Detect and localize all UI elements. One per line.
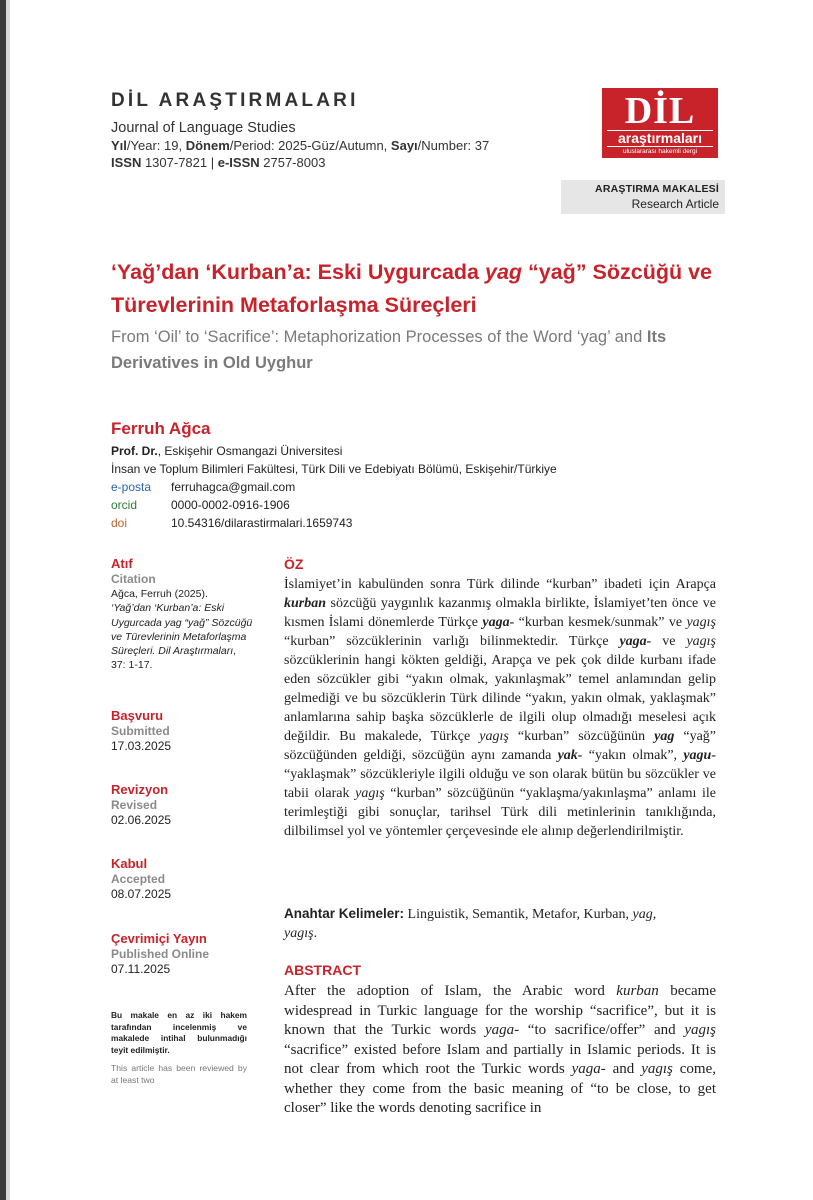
title-part1: ‘Yağ’dan ‘Kurban’a: Eski Uygurcada (111, 260, 485, 284)
oz-s3d: “yağ” sözcüğünden geldiği, sözcüğün aynı zamanda (284, 729, 716, 763)
journal-header (111, 90, 571, 170)
oz-s3i: yagış (355, 786, 385, 801)
oz-heading: ÖZ (284, 556, 304, 572)
article-type-tr: ARAŞTIRMA MAKALESİ (595, 183, 719, 195)
doi-label: doi (111, 516, 128, 530)
abs-a3: became widespread in Turkic language for the worship “sacrifice”, but it is known that the Turkic words (284, 983, 716, 1038)
abstract-text (284, 982, 716, 1119)
accepted-heading: Kabul (111, 856, 148, 871)
article-type-en: Research Article (631, 197, 719, 211)
oz-s2a: yaga- (619, 634, 652, 649)
logo-mid-text: araştırmaları (607, 130, 713, 147)
author-university: , Eskişehir Osmangazi Üniversitesi (157, 444, 343, 458)
oz-text (284, 575, 716, 841)
oz-s1b: kurban (284, 596, 327, 611)
keywords (284, 904, 716, 943)
oz-s3f: “yakın olmak”, (582, 748, 684, 763)
abs-a1: After the adoption of Islam, the Arabic word (284, 983, 617, 999)
submitted-date: 17.03.2025 (111, 739, 172, 753)
journal-subtitle: Journal of Language Studies (111, 120, 296, 136)
online-heading: Çevrimiçi Yayın (111, 931, 207, 946)
citation-text (111, 587, 253, 673)
article-title (111, 256, 731, 322)
revised-heading: Revizyon (111, 782, 169, 797)
oz-s1d: yaga- (482, 615, 515, 630)
abs-a5: “to sacrifice/offer” and (519, 1022, 685, 1038)
orcid-row (111, 498, 611, 512)
oz-s2b: ve (651, 634, 687, 649)
oz-s1e: “kurban kesmek/sunmak” ve (514, 615, 687, 630)
abs-a9: and (605, 1061, 642, 1077)
email-label: e-posta (111, 480, 152, 494)
citation-author: Ağca, Ferruh (2025). (111, 588, 208, 600)
period-value: /Period: 2025-Güz/Autumn, (229, 138, 391, 153)
oz-s2d: sözcüklerinin hangi kökten geldiği, Arapça ve pek çok dilde kurbanı ifade eden sözcükler gibi “yakın olmak, yakınlaşmak” temel anlamından gelip gelmediği ve bu sözcüklerin Türk dilinde “yakın, yakın olmak, yaklaşmak” anlamlarına sahip başka sözcüklerle de ilgili olup olmadığı meselesi açık değildir. Bu makalede, Türkçe (284, 653, 716, 744)
journal-issn-line (111, 155, 571, 170)
oz-s3h: “yaklaşmak” sözcükleriyle ilgili olduğu ve son olarak bütün bu sözcükler ve tabii olarak (284, 767, 716, 801)
abs-a2: kurban (616, 983, 659, 999)
keywords-end: . (313, 926, 318, 941)
title-part2: “yağ” Sözcüğü ve Türevlerinin Metaforlaşma Süreçleri (111, 260, 713, 317)
oz-s2c: yagış (686, 634, 716, 649)
abstract-heading: ABSTRACT (284, 962, 361, 978)
issn-label: ISSN (111, 155, 142, 170)
yil-label: Yıl (111, 138, 127, 153)
accepted-date: 08.07.2025 (111, 887, 172, 901)
title-italic: yag (484, 260, 523, 284)
number-value: /Number: 37 (417, 138, 490, 153)
year-value: /Year: 19, (126, 138, 186, 153)
oz-s1f: yagış (686, 615, 716, 630)
subtitle-bold: Its Derivatives in Old Uyghur (111, 328, 667, 372)
abs-a8: yaga- (571, 1061, 606, 1077)
journal-name: DİL ARAŞTIRMALARI (111, 90, 359, 111)
keyword-yagis: yagış (284, 926, 314, 941)
issn-value: 1307-7821 | (141, 155, 218, 170)
subtitle-text: From ‘Oil’ to ‘Sacrifice’: Metaphorization Processes of the Word ‘yag’ and (111, 328, 647, 346)
sayi-label: Sayı (390, 138, 418, 153)
oz-s1a: İslamiyet’in kabulünden sonra Türk dilinde “kurban” ibadeti için Arapça (284, 577, 716, 592)
abs-a4: yaga- (484, 1022, 520, 1038)
author-faculty: İnsan ve Toplum Bilimleri Fakültesi, Türk Dili ve Edebiyatı Bölümü, Eskişehir/Türkiye (111, 462, 557, 476)
keywords-label: Anahtar Kelimeler: (284, 906, 405, 921)
online-block (111, 931, 251, 976)
submitted-block (111, 708, 251, 753)
abs-a11: come, whether they come from the basic meaning of “to be close, to get closer” like the words denoting sacrifice in (284, 1061, 716, 1116)
oz-s3e: yak- (557, 748, 583, 763)
citation-block (111, 556, 251, 673)
orcid-link[interactable]: 0000-0002-0916-1906 (171, 498, 290, 512)
abs-a10: yagış (641, 1061, 673, 1077)
logo-big-text: DİL (624, 90, 696, 132)
oz-s3b: “kurban” sözcüğünün (508, 729, 655, 744)
email-row (111, 480, 611, 494)
keyword-yag: yag, (632, 907, 657, 922)
orcid-label: orcid (111, 498, 138, 512)
oz-s3a: yagış (479, 729, 509, 744)
submitted-heading-en: Submitted (111, 724, 170, 738)
article-type-box (561, 180, 725, 214)
oz-s3g: yagu- (683, 748, 716, 763)
doi-row (111, 516, 611, 530)
revised-block (111, 782, 251, 827)
oz-s1c: sözcüğü yaygınlık kazanmış olmakla birlikte, İslamiyet’ten önce ve kısmen İslami dönemlerde Türkçe (284, 596, 716, 630)
eissn-label: e-ISSN (217, 155, 260, 170)
citation-heading-en: Citation (111, 572, 156, 586)
journal-logo (602, 88, 718, 158)
pdf-page (10, 0, 813, 1200)
keywords-list: Linguistik, Semantik, Metafor, Kurban, (404, 907, 633, 922)
oz-s1g: “kurban” sözcüklerinin varlığı bilinmektedir. Türkçe (284, 634, 620, 649)
online-heading-en: Published Online (111, 947, 210, 961)
oz-s3c: yag (654, 729, 675, 744)
accepted-block (111, 856, 251, 901)
article-subtitle (111, 324, 731, 376)
accepted-heading-en: Accepted (111, 872, 166, 886)
donem-label: Dönem (185, 138, 230, 153)
email-link[interactable]: ferruhagca@gmail.com (171, 480, 296, 494)
revised-date: 02.06.2025 (111, 813, 172, 827)
doi-link[interactable]: 10.54316/dilarastirmalari.1659743 (171, 516, 353, 530)
eissn-value: 2757-8003 (259, 155, 326, 170)
author-title: Prof. Dr. (111, 444, 158, 458)
citation-title: ‘Yağ’dan ‘Kurban’a: Eski Uygurcada yag “yağ” Sözcüğü ve Türevlerinin Metaforlaşma Süreçleri. Dil Araştırmaları (111, 602, 253, 658)
journal-issue-line (111, 138, 571, 153)
logo-small-text: uluslararası hakemli dergi (622, 148, 698, 155)
author-affiliation (111, 444, 731, 458)
review-note-en: This article has been reviewed by at least two (111, 1063, 247, 1085)
author-name: Ferruh Ağca (111, 419, 211, 438)
review-note-tr: Bu makale en az iki hakem tarafından incelenmiş ve makalede intihal bulunmadığı teyit edilmiştir. (111, 1010, 247, 1055)
oz-s3j: “kurban” sözcüğünün “yaklaşma/yakınlaşma” anlamı ile terimleştiği gibi sonuçlar, tarihsel Türk dili metinlerinin tanıklığında, dilbilimsel yol ve yöntemler çerçevesinde ele alınıp değerlendirilmiştir. (284, 786, 716, 839)
citation-tail: , 37: 1-17. (111, 645, 237, 672)
abs-a7: “sacrifice” existed before Islam and partially in Islamic periods. It is not clear from which root the Turkic words (284, 1041, 716, 1077)
online-date: 07.11.2025 (111, 962, 171, 976)
revised-heading-en: Revised (111, 798, 158, 812)
citation-heading: Atıf (111, 556, 133, 571)
abs-a6: yagış (684, 1022, 716, 1038)
submitted-heading: Başvuru (111, 708, 164, 723)
